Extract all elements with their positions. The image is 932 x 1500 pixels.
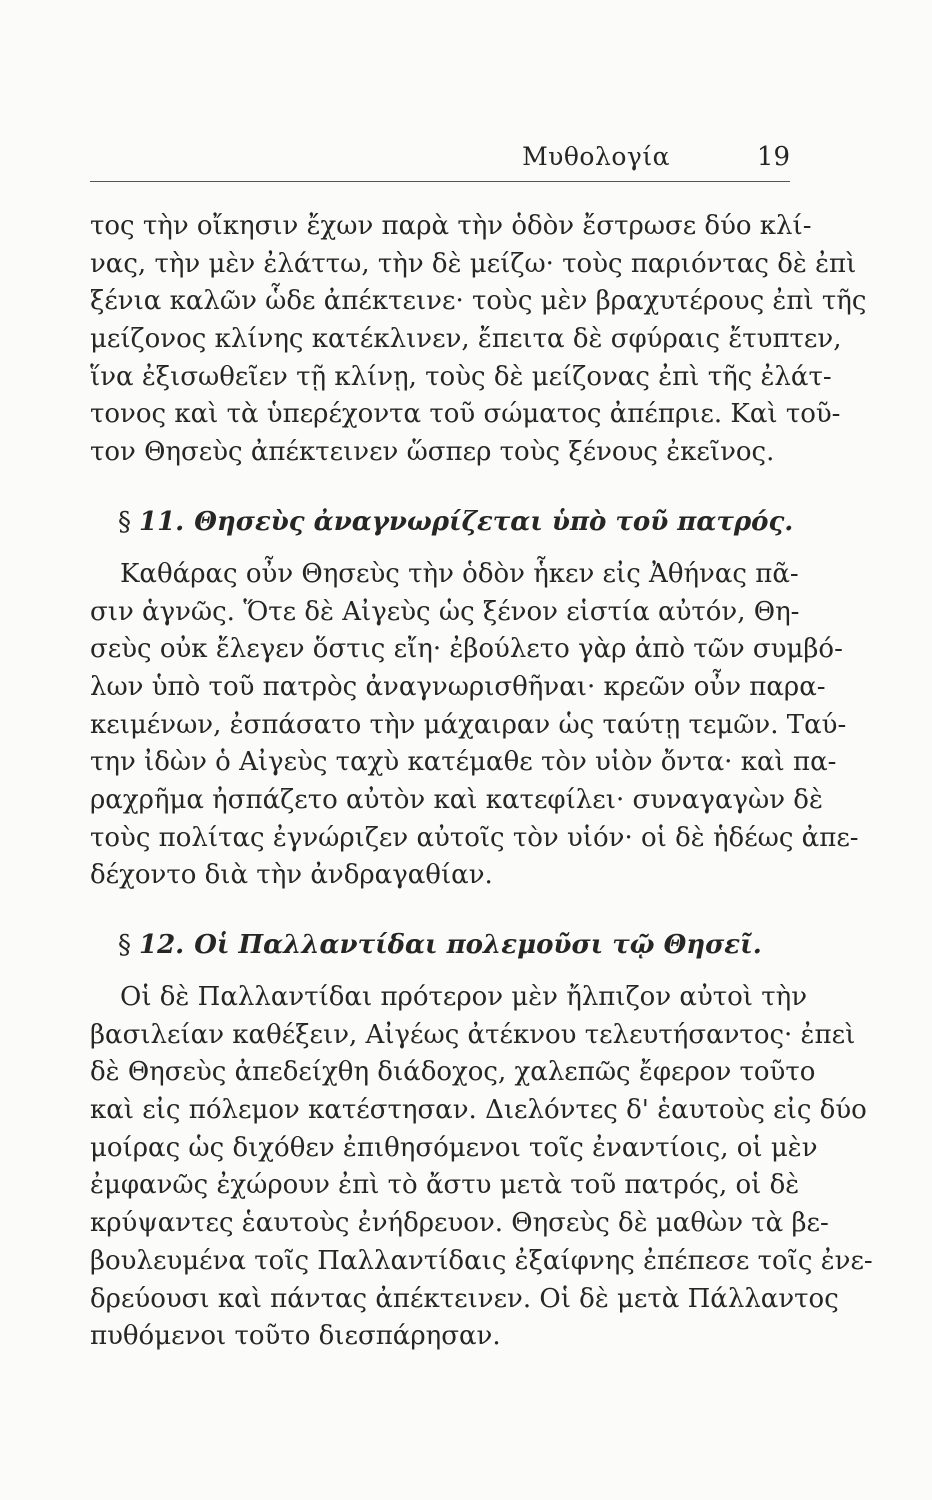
paragraph-1 <box>90 208 867 472</box>
text-line: κρύψαντες ἑαυτοὺς ἐνήδρευον. Θησεὺς δὲ μαθὼν τὰ βε- <box>90 1208 829 1239</box>
section-title: Θησεὺς ἀναγνωρίζεται ὑπὸ τοῦ πατρός. <box>194 506 794 537</box>
section-title: Οἱ Παλλαντίδαι πολεμοῦσι τῷ Θησεῖ. <box>194 930 762 960</box>
section-symbol: § <box>118 506 131 537</box>
section-heading-12 <box>90 915 790 975</box>
text-line: μείζονος κλίνης κατέκλινεν, ἔπειτα δὲ σφύραις ἔτυπτεν, <box>90 324 842 355</box>
text-line: κειμένων, ἐσπάσατο τὴν μάχαιραν ὡς ταύτῃ τεμῶν. Ταύ- <box>90 709 847 740</box>
page-number: 19 <box>756 142 790 172</box>
text-line: δρεύουσι καὶ πάντας ἀπέκτεινεν. Οἱ δὲ μετὰ Πάλλαντος <box>90 1283 839 1314</box>
running-title: Μυθολογία <box>522 142 670 171</box>
text-line: ἐμφανῶς ἐχώρουν ἐπὶ τὸ ἄστυ μετὰ τοῦ πατρός, οἱ δὲ <box>90 1170 800 1201</box>
section-heading-11 <box>90 492 794 552</box>
text-line: τονος καὶ τὰ ὑπερέχοντα τοῦ σώματος ἀπέπριε. Καὶ τοῦ- <box>90 399 841 430</box>
paragraph-3 <box>90 979 873 1356</box>
text-line: σιν ἁγνῶς. Ὅτε δὲ Αἰγεὺς ὡς ξένον εἱστία αὐτόν, Θη- <box>90 596 800 627</box>
text-line: σεὺς οὐκ ἔλεγεν ὅστις εἴη· ἐβούλετο γὰρ ἀπὸ τῶν συμβό- <box>90 634 843 665</box>
text-line: δὲ Θησεὺς ἀπεδείχθη διάδοχος, χαλεπῶς ἔφερον τοῦτο <box>90 1057 816 1088</box>
body-text <box>90 208 873 1356</box>
text-line: Οἱ δὲ Παλλαντίδαι πρότερον μὲν ἤλπιζον αὐτοὶ τὴν <box>120 982 808 1012</box>
text-line: τοὺς πολίτας ἐγνώριζεν αὐτοῖς τὸν υἱόν· οἱ δὲ ἡδέως ἀπε- <box>90 822 859 853</box>
section-number: 12. <box>139 930 185 960</box>
text-line: τον Θησεὺς ἀπέκτεινεν ὥσπερ τοὺς ξένους ἐκεῖνος. <box>90 437 775 468</box>
text-line: νας, τὴν μὲν ἐλάττω, τὴν δὲ μείζω· τοὺς παριόντας δὲ ἐπὶ <box>90 248 857 279</box>
text-line: ξένια καλῶν ὧδε ἀπέκτεινε· τοὺς μὲν βραχυτέρους ἐπὶ τῆς <box>90 286 867 317</box>
text-line: ραχρῆμα ἠσπάζετο αὐτὸν καὶ κατεφίλει· συναγαγὼν δὲ <box>90 784 823 815</box>
text-line: λων ὑπὸ τοῦ πατρὸς ἀναγνωρισθῆναι· κρεῶν οὖν παρα- <box>90 671 826 702</box>
text-line: δέχοντο διὰ τὴν ἀνδραγαθίαν. <box>90 860 493 891</box>
text-line: τος τὴν οἴκησιν ἔχων παρὰ τὴν ὁδὸν ἔστρωσε δύο κλί- <box>90 211 812 241</box>
header-rule <box>90 181 790 182</box>
running-header <box>90 142 790 178</box>
text-line: μοίρας ὡς διχόθεν ἐπιθησόμενοι τοῖς ἐναντίοις, οἱ μὲν <box>90 1132 818 1163</box>
text-line: πυθόμενοι τοῦτο διεσπάρησαν. <box>90 1321 501 1352</box>
text-line: βασιλείαν καθέξειν, Αἰγέως ἀτέκνου τελευτήσαντος· ἐπεὶ <box>90 1019 856 1050</box>
section-symbol: § <box>118 930 131 960</box>
text-line: βουλευμένα τοῖς Παλλαντίδαις ἐξαίφνης ἐπέπεσε τοῖς ἐνε- <box>90 1245 873 1276</box>
text-line: ἵνα ἐξισωθεῖεν τῇ κλίνῃ, τοὺς δὲ μείζονας ἐπὶ τῆς ἐλάτ- <box>90 361 832 392</box>
paragraph-2 <box>90 556 859 895</box>
text-line: Καθάρας οὖν Θησεὺς τὴν ὁδὸν ἧκεν εἰς Ἀθήνας πᾶ- <box>120 558 799 589</box>
section-number: 11. <box>139 506 185 537</box>
text-line: την ἰδὼν ὁ Αἰγεὺς ταχὺ κατέμαθε τὸν υἱὸν ὄντα· καὶ πα- <box>90 747 837 778</box>
text-line: καὶ εἰς πόλεμον κατέστησαν. Διελόντες δ' ἑαυτοὺς εἰς δύο <box>90 1095 867 1126</box>
